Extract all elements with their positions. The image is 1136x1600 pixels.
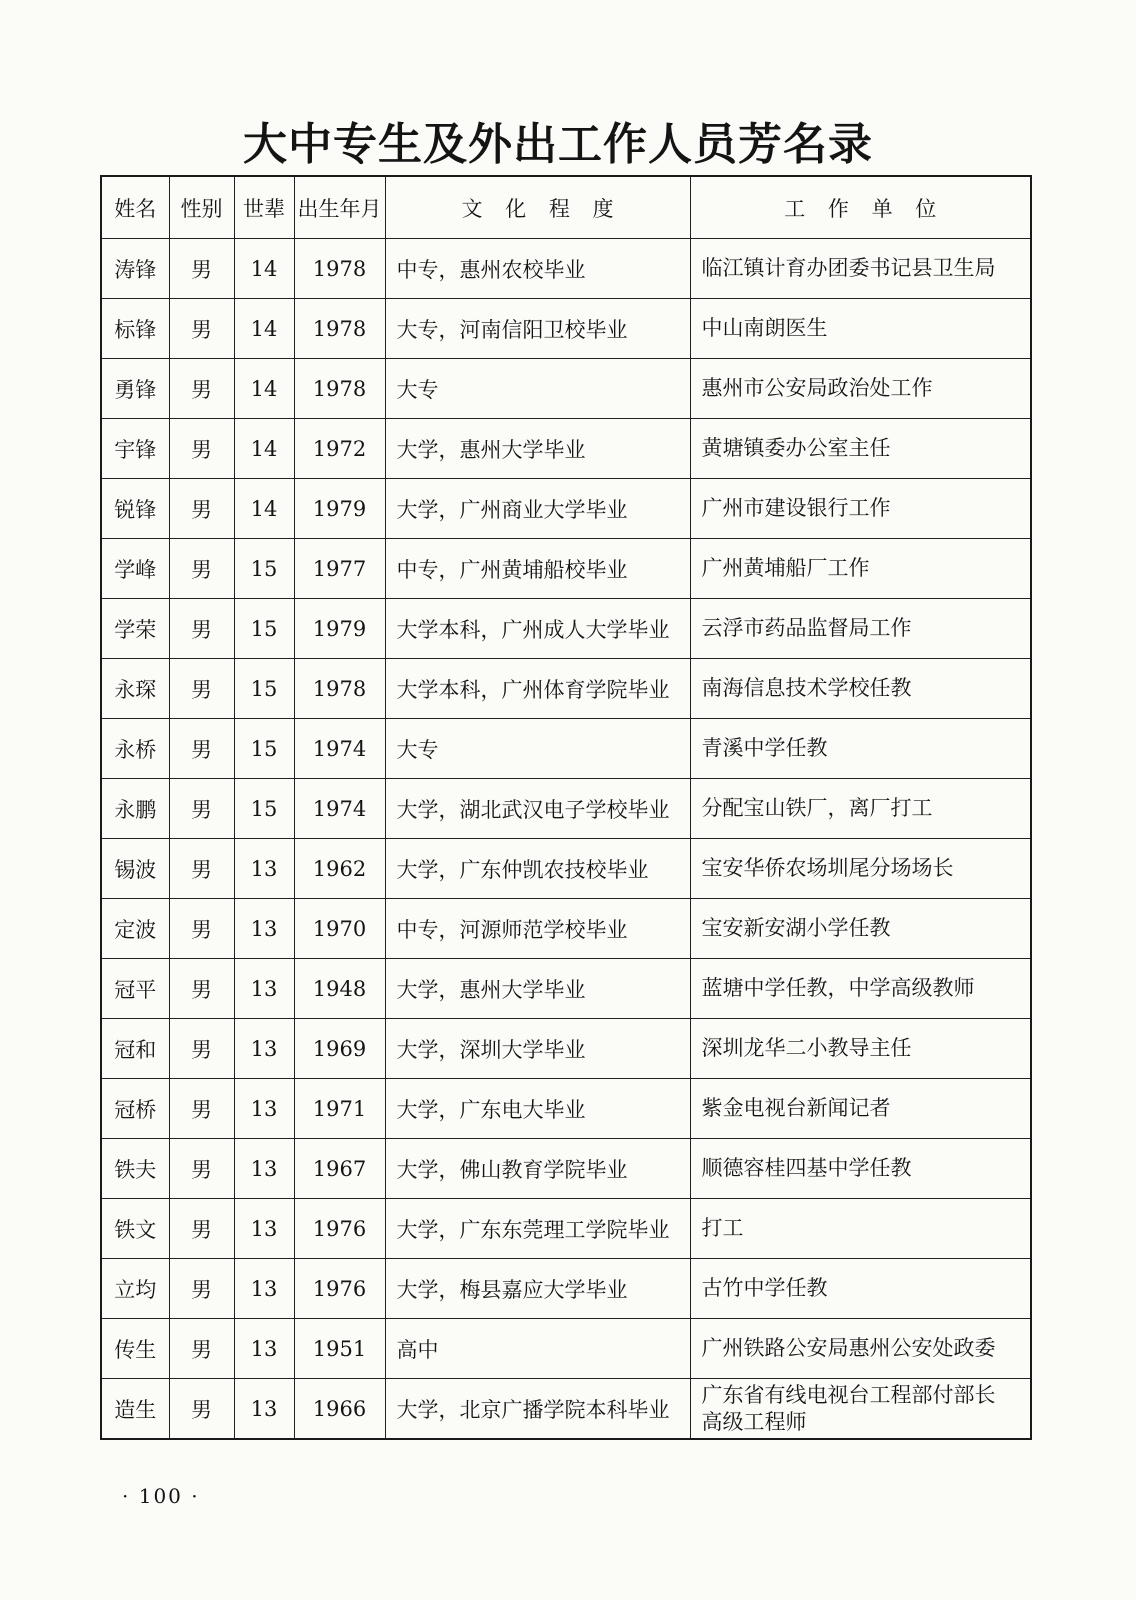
cell-generation: 13 (234, 1259, 294, 1319)
cell-birth: 1948 (294, 959, 385, 1019)
cell-gender: 男 (169, 359, 234, 419)
page-title: 大中专生及外出工作人员芳名录 (243, 119, 873, 170)
cell-name: 冠和 (101, 1019, 169, 1079)
header-education: 文 化 程 度 (385, 176, 690, 239)
cell-gender: 男 (169, 539, 234, 599)
cell-gender: 男 (169, 719, 234, 779)
cell-name: 造生 (101, 1379, 169, 1440)
table-row (101, 479, 1031, 539)
cell-name: 立均 (101, 1259, 169, 1319)
cell-birth: 1967 (294, 1139, 385, 1199)
cell-education: 大专，河南信阳卫校毕业 (385, 299, 690, 359)
cell-generation: 14 (234, 479, 294, 539)
cell-birth: 1966 (294, 1379, 385, 1440)
cell-education: 中专，河源师范学校毕业 (385, 899, 690, 959)
cell-gender: 男 (169, 1079, 234, 1139)
table-row (101, 419, 1031, 479)
table-row (101, 899, 1031, 959)
cell-birth: 1978 (294, 239, 385, 299)
table-row (101, 359, 1031, 419)
cell-gender: 男 (169, 659, 234, 719)
cell-work: 宝安华侨农场圳尾分场场长 (690, 839, 1031, 899)
cell-generation: 13 (234, 1139, 294, 1199)
cell-name: 勇锋 (101, 359, 169, 419)
cell-birth: 1951 (294, 1319, 385, 1379)
cell-gender: 男 (169, 299, 234, 359)
table-row (101, 839, 1031, 899)
cell-birth: 1976 (294, 1259, 385, 1319)
cell-name: 永桥 (101, 719, 169, 779)
roster-table (100, 175, 1032, 1440)
cell-education: 大学，湖北武汉电子学校毕业 (385, 779, 690, 839)
cell-gender: 男 (169, 419, 234, 479)
cell-gender: 男 (169, 839, 234, 899)
cell-birth: 1978 (294, 359, 385, 419)
cell-work: 临江镇计育办团委书记县卫生局 (690, 239, 1031, 299)
cell-generation: 15 (234, 779, 294, 839)
cell-generation: 14 (234, 239, 294, 299)
cell-generation: 13 (234, 1019, 294, 1079)
cell-generation: 13 (234, 839, 294, 899)
table-row (101, 599, 1031, 659)
table-row (101, 1379, 1031, 1440)
cell-education: 大学，广州商业大学毕业 (385, 479, 690, 539)
cell-generation: 13 (234, 1079, 294, 1139)
cell-name: 定波 (101, 899, 169, 959)
cell-generation: 15 (234, 539, 294, 599)
cell-generation: 13 (234, 899, 294, 959)
table-row (101, 299, 1031, 359)
cell-generation: 14 (234, 359, 294, 419)
cell-education: 高中 (385, 1319, 690, 1379)
cell-birth: 1978 (294, 299, 385, 359)
cell-name: 锡波 (101, 839, 169, 899)
cell-name: 标锋 (101, 299, 169, 359)
cell-work: 云浮市药品监督局工作 (690, 599, 1031, 659)
cell-name: 冠桥 (101, 1079, 169, 1139)
cell-name: 宇锋 (101, 419, 169, 479)
cell-education: 中专，惠州农校毕业 (385, 239, 690, 299)
cell-birth: 1970 (294, 899, 385, 959)
cell-work: 黄塘镇委办公室主任 (690, 419, 1031, 479)
cell-work: 顺德容桂四基中学任教 (690, 1139, 1031, 1199)
cell-birth: 1972 (294, 419, 385, 479)
cell-work: 打工 (690, 1199, 1031, 1259)
cell-gender: 男 (169, 1319, 234, 1379)
cell-work: 广州市建设银行工作 (690, 479, 1031, 539)
cell-gender: 男 (169, 1019, 234, 1079)
table-row (101, 1319, 1031, 1379)
cell-birth: 1979 (294, 599, 385, 659)
cell-birth: 1974 (294, 779, 385, 839)
cell-education: 大学，佛山教育学院毕业 (385, 1139, 690, 1199)
cell-generation: 14 (234, 299, 294, 359)
cell-education: 大专 (385, 719, 690, 779)
cell-name: 传生 (101, 1319, 169, 1379)
cell-gender: 男 (169, 1139, 234, 1199)
cell-education: 大学，北京广播学院本科毕业 (385, 1379, 690, 1440)
cell-birth: 1974 (294, 719, 385, 779)
header-gender: 性别 (169, 176, 234, 239)
table-row (101, 779, 1031, 839)
cell-name: 锐锋 (101, 479, 169, 539)
table-row (101, 959, 1031, 1019)
table-row (101, 719, 1031, 779)
cell-generation: 15 (234, 719, 294, 779)
header-work: 工 作 单 位 (690, 176, 1031, 239)
cell-gender: 男 (169, 959, 234, 1019)
cell-education: 大学，梅县嘉应大学毕业 (385, 1259, 690, 1319)
header-name: 姓名 (101, 176, 169, 239)
cell-gender: 男 (169, 479, 234, 539)
cell-gender: 男 (169, 1199, 234, 1259)
cell-gender: 男 (169, 239, 234, 299)
cell-work: 古竹中学任教 (690, 1259, 1031, 1319)
cell-education: 大学，广东东莞理工学院毕业 (385, 1199, 690, 1259)
cell-education: 大专 (385, 359, 690, 419)
table-row (101, 1199, 1031, 1259)
cell-birth: 1969 (294, 1019, 385, 1079)
cell-work: 宝安新安湖小学任教 (690, 899, 1031, 959)
header-birth: 出生年月 (294, 176, 385, 239)
cell-name: 学荣 (101, 599, 169, 659)
cell-generation: 13 (234, 1319, 294, 1379)
table-row (101, 1259, 1031, 1319)
cell-work: 青溪中学任教 (690, 719, 1031, 779)
table-body (101, 239, 1031, 1440)
cell-gender: 男 (169, 1379, 234, 1440)
cell-generation: 14 (234, 419, 294, 479)
table-row (101, 239, 1031, 299)
page-number: · 100 · (122, 1484, 200, 1508)
cell-education: 大学，惠州大学毕业 (385, 959, 690, 1019)
cell-work: 中山南朗医生 (690, 299, 1031, 359)
table-header (101, 176, 1031, 239)
cell-education: 中专，广州黄埔船校毕业 (385, 539, 690, 599)
cell-generation: 13 (234, 1379, 294, 1440)
cell-birth: 1979 (294, 479, 385, 539)
cell-name: 永琛 (101, 659, 169, 719)
cell-name: 冠平 (101, 959, 169, 1019)
cell-education: 大学，惠州大学毕业 (385, 419, 690, 479)
cell-work: 紫金电视台新闻记者 (690, 1079, 1031, 1139)
cell-gender: 男 (169, 1259, 234, 1319)
header-row (101, 176, 1031, 239)
cell-work: 广州黄埔船厂工作 (690, 539, 1031, 599)
cell-birth: 1962 (294, 839, 385, 899)
cell-generation: 15 (234, 599, 294, 659)
table-row (101, 1139, 1031, 1199)
cell-education: 大学本科，广州成人大学毕业 (385, 599, 690, 659)
cell-work: 深圳龙华二小教导主任 (690, 1019, 1031, 1079)
cell-birth: 1976 (294, 1199, 385, 1259)
cell-gender: 男 (169, 599, 234, 659)
table-row (101, 1019, 1031, 1079)
table-row (101, 659, 1031, 719)
cell-education: 大学，广东电大毕业 (385, 1079, 690, 1139)
cell-birth: 1977 (294, 539, 385, 599)
cell-name: 学峰 (101, 539, 169, 599)
table-row (101, 539, 1031, 599)
cell-work: 分配宝山铁厂，离厂打工 (690, 779, 1031, 839)
table-row (101, 1079, 1031, 1139)
cell-generation: 13 (234, 1199, 294, 1259)
cell-name: 永鹏 (101, 779, 169, 839)
cell-work: 蓝塘中学任教，中学高级教师 (690, 959, 1031, 1019)
cell-name: 铁文 (101, 1199, 169, 1259)
cell-work: 广州铁路公安局惠州公安处政委 (690, 1319, 1031, 1379)
cell-gender: 男 (169, 779, 234, 839)
header-generation: 世辈 (234, 176, 294, 239)
cell-generation: 15 (234, 659, 294, 719)
cell-birth: 1971 (294, 1079, 385, 1139)
cell-birth: 1978 (294, 659, 385, 719)
cell-gender: 男 (169, 899, 234, 959)
cell-work: 南海信息技术学校任教 (690, 659, 1031, 719)
cell-generation: 13 (234, 959, 294, 1019)
cell-name: 铁夫 (101, 1139, 169, 1199)
cell-education: 大学，深圳大学毕业 (385, 1019, 690, 1079)
cell-work: 广东省有线电视台工程部付部长 高级工程师 (690, 1379, 1031, 1440)
cell-education: 大学本科，广州体育学院毕业 (385, 659, 690, 719)
cell-education: 大学，广东仲凯农技校毕业 (385, 839, 690, 899)
cell-work: 惠州市公安局政治处工作 (690, 359, 1031, 419)
cell-name: 涛锋 (101, 239, 169, 299)
